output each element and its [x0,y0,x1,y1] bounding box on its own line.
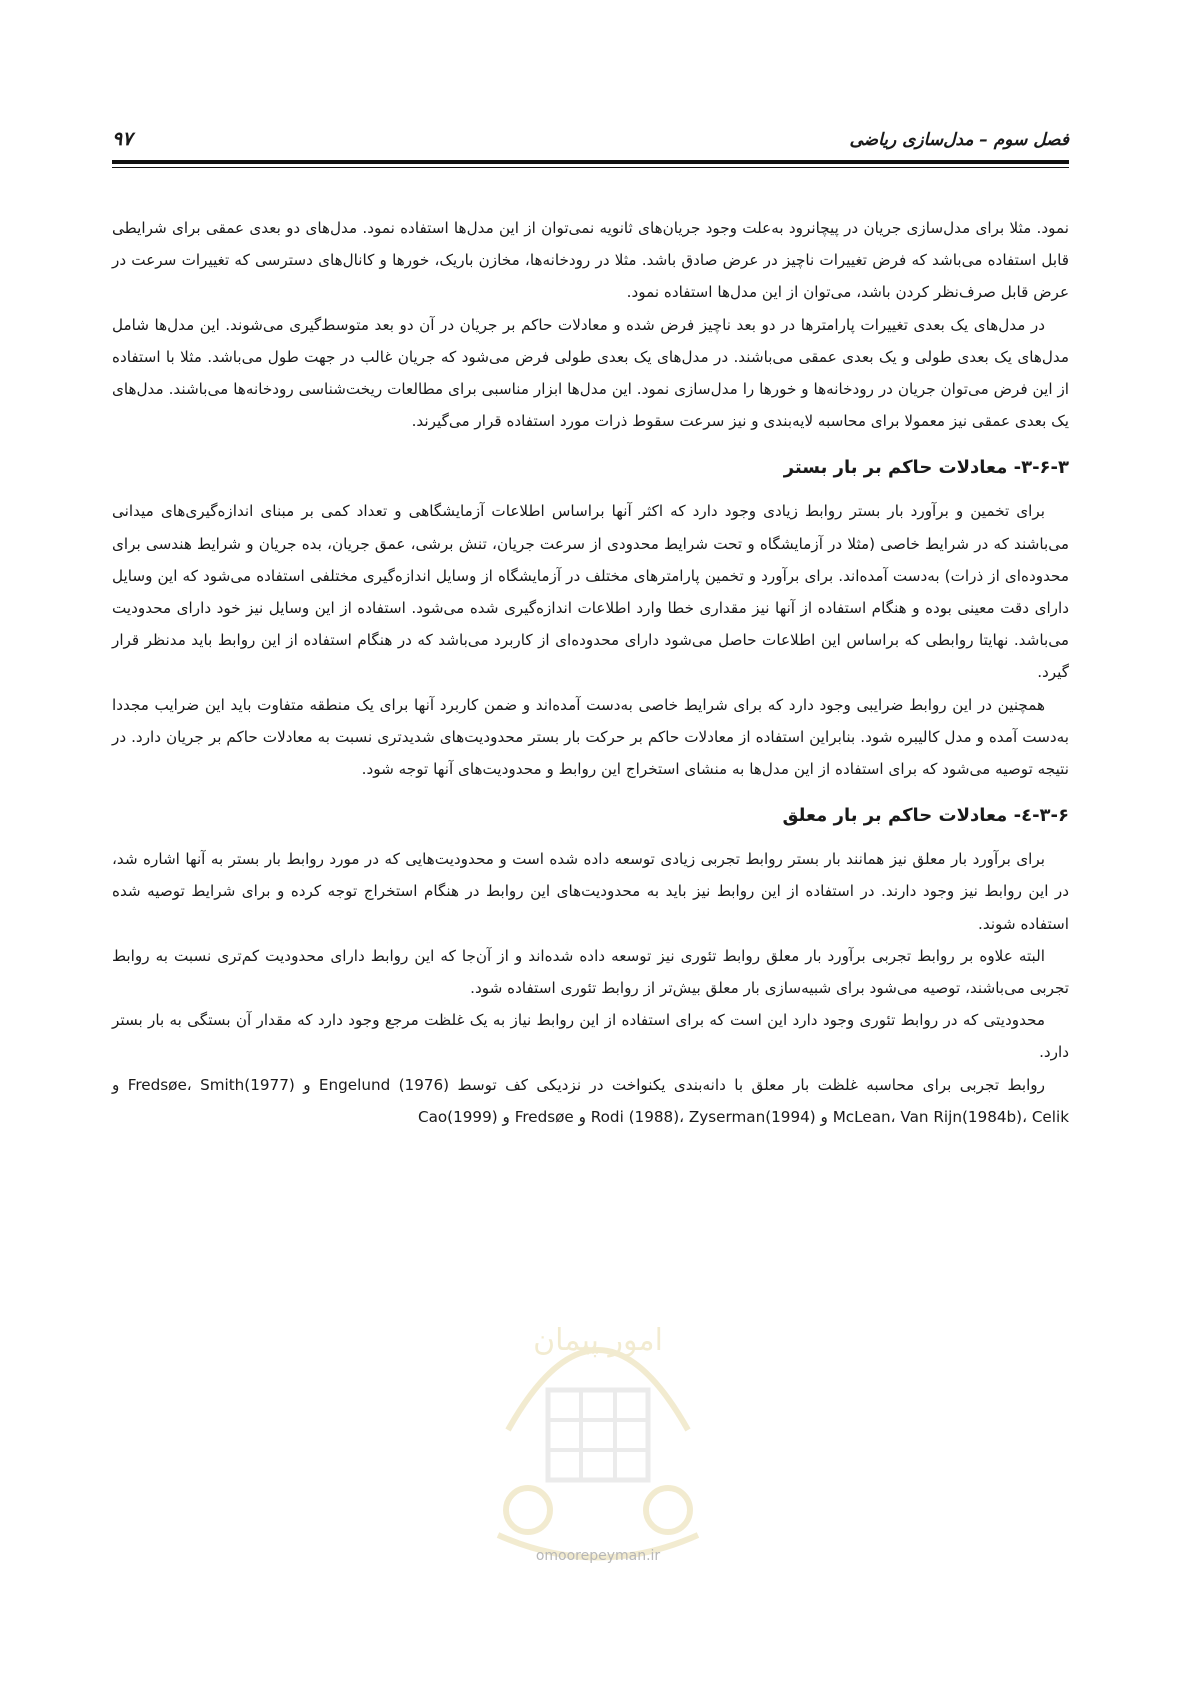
page-number: ۹۷ [112,128,133,150]
paragraph: برای برآورد بار معلق نیز همانند بار بستر روابط تجربی زیادی توسعه داده شده است و محدودیت‌هایی که در مورد روابط بار بستر به آنها اشاره شد، در این روابط نیز وجود دارند. در استفاده از این روابط نیز باید به محدودیت‌های این روابط در هنگام استخراج توجه کرده و برای شرایط توصیه شده استفاده شوند. [112,850,1069,933]
section-heading: ۳-۶-٤- معادلات حاکم بر بار معلق [782,805,1069,827]
paragraph: نمود. مثلا برای مدل‌سازی جریان در پیچانرود به‌علت وجود جریان‌های ثانویه نمی‌توان از این مدل‌ها استفاده نمود. مدل‌های دو بعدی عمقی برای شرایطی قابل استفاده می‌باشد که فرض تغییرات ناچیز در عرض صادق باشد. مثلا در رودخانه‌ها، مخازن باریک، خورها و کانال‌های دسترسی که تغییرات سرعت در عرض قابل صرف‌نظر کردن باشد، می‌توان از این مدل‌ها استفاده نمود. [112,219,1069,302]
paragraph: برای تخمین و برآورد بار بستر روابط زیادی وجود دارد که اکثر آنها براساس اطلاعات آزمایشگاهی و تعداد کمی بر مبنای اندازه‌گیری‌های میدانی می‌باشند که در شرایط خاصی (مثلا در آزمایشگاه و تحت شرایط محدودی از سرعت جریان، تنش برشی، عمق جریان، بده جریان و شرایط هندسی برای محدوده‌ای از ذرات) به‌دست آمده‌اند. برای برآورد و تخمین پارامترهای مختلف در آزمایشگاه از وسایل اندازه‌گیری مختلفی استفاده می‌شود که این وسایل دارای دقت معینی بوده و هنگام استفاده از آنها نیز مقداری خطا وارد اطلاعات اندازه‌گیری شده می‌شود. استفاده از این وسایل نیز خود دارای محدودیت می‌باشد. نهایتا روابطی که براساس این اطلاعات حاصل می‌شود دارای محدوده‌ای از کاربرد می‌باشد که در هنگام استفاده از این روابط باید مدنظر قرار گیرد. [112,502,1069,682]
chapter-title: فصل سوم – مدل‌سازی ریاضی [849,130,1069,150]
watermark-logo-icon [488,1280,708,1580]
watermark-site: omoorepeyman.ir [535,1548,661,1564]
page-header [112,128,1069,158]
header-rule-thick [112,160,1069,164]
watermark-logo-text: امور پیمان [533,1323,663,1358]
section-heading: ۳-۶-۳- معادلات حاکم بر بار بستر [783,457,1069,479]
paragraph: در مدل‌های یک بعدی تغییرات پارامترها در دو بعد ناچیز فرض شده و معادلات حاکم بر جریان در آن دو بعد متوسط‌گیری می‌شوند. این مدل‌ها شامل مدل‌های یک بعدی طولی و یک بعدی عمقی می‌باشند. در مدل‌های یک بعدی طولی فرض می‌شود که جریان غالب در جهت طول می‌باشد. مثلا با استفاده از این فرض می‌توان جریان در رودخانه‌ها و خورها را مدل‌سازی نمود. این مدل‌ها ابزار مناسبی برای مطالعات ریخت‌شناسی رودخانه‌ها می‌باشند. مدل‌های یک بعدی عمقی نیز معمولا برای محاسبه لایه‌بندی و نیز سرعت سقوط ذرات مورد استفاده قرار می‌گیرند. [112,315,1069,431]
paragraph: همچنین در این روابط ضرایبی وجود دارد که برای شرایط خاصی به‌دست آمده‌اند و ضمن کاربرد آنها برای یک منطقه متفاوت باید این ضرایب مجددا به‌دست آمده و مدل کالیبره شود. بنابراین استفاده از معادلات حاکم بر حرکت بار بستر محدودیت‌های شدیدتری نسبت به معادلات حاکم بر جریان دارد. در نتیجه توصیه می‌شود که برای استفاده از این مدل‌ها به منشای استخراج این روابط و محدودیت‌های آنها توجه شود. [112,695,1069,779]
paragraph: البته علاوه بر روابط تجربی برآورد بار معلق روابط تئوری نیز توسعه داده شده‌اند و از آن‌جا که این روابط دارای محدودیت کم‌تری نسبت به روابط تجربی می‌باشند، توصیه می‌شود برای شبیه‌سازی بار معلق بیش‌تر از روابط تئوری استفاده شود. [112,946,1069,998]
paragraph: محدودیتی که در روابط تئوری وجود دارد این است که برای استفاده از این روابط نیاز به یک غلظت مرجع وجود دارد که مقدار آن بستگی به بار بستر دارد. [112,1011,1069,1062]
paragraph: روابط تجربی برای محاسبه غلظت بار معلق با دانه‌بندی یکنواخت در نزدیکی کف توسط Engelund (1976) و Fredsøe، Smith(1977) و McLean، Van Rijn(1984b)، Celik و Rodi (1988)، Zyserman(1994) و Fredsøe و Cao(1999) [112,1075,1069,1126]
body-text [112,212,1069,1133]
header-rule-thin [112,167,1069,168]
